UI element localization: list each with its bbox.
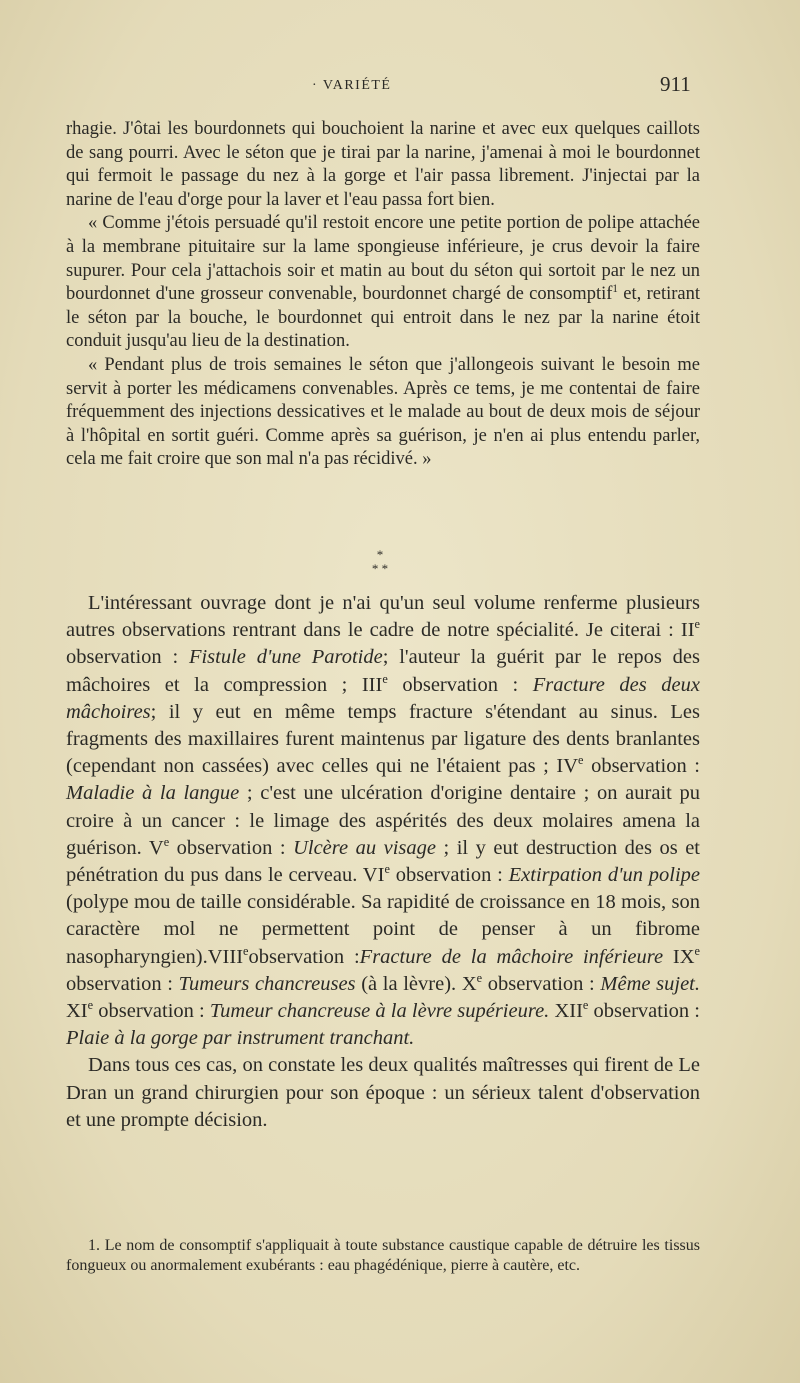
section-separator: * * *	[371, 547, 389, 576]
footnote: 1. Le nom de consomptif s'appliquait à toute substance caustique capable de détruire les tissus fongueux ou anormalement exubérants : eau phagédénique, pierre à cautère, etc.	[66, 1237, 700, 1274]
paragraph: « Pendant plus de trois semaines le séton que j'allongeois suivant le besoin me servit à porter les médicamens convenables. Après ce tems, je me contentai de faire fréquemment des injections dessicatives et le malade au bout de deux mois de séjour à l'hôpital en sortit guéri. Comme après sa guérison, je n'en ai plus entendu parler, cela me fait croire que son mal n'a pas récidivé. »	[66, 354, 700, 470]
observation-title: Ulcère au visage	[293, 836, 436, 859]
observation-title: Plaie à la gorge par instrument tranchant.	[66, 1027, 415, 1050]
continued-quotation	[66, 118, 700, 472]
observation-title: Même sujet.	[600, 972, 701, 995]
main-text	[66, 590, 700, 1134]
observation-title: Maladie à la langue	[66, 782, 240, 805]
observation-title: Tumeur chancreuse à la lèvre supérieure.	[209, 1000, 550, 1023]
observation-title: Tumeurs chancreuses	[178, 972, 356, 995]
paragraph: rhagie. J'ôtai les bourdonnets qui bouchoient la narine et avec eux quelques caillots de sang pourri. Avec le séton que je tirai par la narine, j'amenai à moi le bourdonnet qui fermoit le passage du nez à la gorge et l'air passa librement. J'injectai par la narine de l'eau d'orge pour la laver et l'eau passa fort bien.	[66, 119, 700, 210]
page-number: 911	[660, 72, 691, 96]
observation-title: Fistule d'une Parotide	[188, 646, 383, 669]
paragraph: « Comme j'étois persuadé qu'il restoit encore une petite portion de polipe attachée à la membrane pituitaire sur la lame spongieuse inférieure, je crus devoir la faire supurer. Pour cela j'attachois soir et matin au bout du séton qui sortoit par le nez un bourdonnet d'une grosseur convenable, bourdonnet chargé de consomptif$^1$ et, retirant le séton par la bouche, le bourdonnet qui entroit dans le nez par la narine étoit conduit jusqu'au lieu de la destination.	[66, 213, 701, 352]
paragraph: Dans tous ces cas, on constate les deux qualités maîtresses qui firent de Le Dran un grand chirurgien pour son époque : un sérieux talent d'observation et une prompte décision.	[66, 1054, 700, 1131]
page-header	[0, 72, 800, 102]
running-title: · VARIÉTÉ	[312, 78, 392, 93]
observation-title: Extirpation d'un polipe	[508, 864, 701, 887]
observation-title: Fracture de la mâchoire inférieure	[359, 945, 664, 968]
observation-title: Fracture des deux mâchoires	[66, 673, 700, 723]
footnote-reference: 1	[612, 283, 618, 295]
paragraph: L'intéressant ouvrage dont je n'ai qu'un seul volume renferme plusieurs autres observations rentrant dans le cadre de notre spécialité. Je citerai : IIe observation : Fistule d'une Parotide; l'auteur la guérit par le repos des mâchoires et la compression ; IIIe observation : Fracture des deux mâchoires; il y eut en même temps fracture s'étendant au sinus. Les fragments des maxillaires furent maintenus par ligature des dents branlantes (cependant non cassées) avec celles qui ne l'étaient pas ; IVe observation : Maladie à la langue ; c'est une ulcération d'origine dentaire ; on aurait pu croire à un cancer : le limage des aspérités des deux molaires amena la guérison. Ve observation : Ulcère au visage ; il y eut destruction des os et pénétration du pus dans le cerveau. VIe observation : Extirpation d'un polipe (polype mou de taille considérable. Sa rapidité de croissance en 18 mois, son caractère mol ne permettent point de penser à un fibrome nasopharyngien).VIIIeobservation :Fracture de la mâchoire inférieure IXe observation : Tumeurs chancreuses (à la lèvre). Xe observation : Même sujet. XIe observation : Tumeur chancreuse à la lèvre supérieure. XIIe observation : Plaie à la gorge par instrument tranchant.	[66, 592, 701, 1050]
